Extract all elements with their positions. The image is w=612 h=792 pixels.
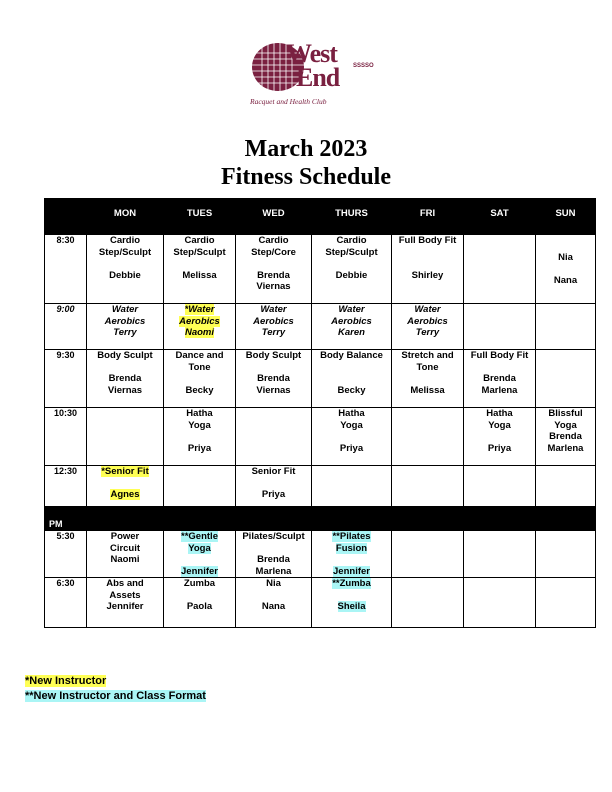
class-cell bbox=[312, 350, 392, 408]
class-text: Jennifer bbox=[181, 565, 218, 577]
class-cell bbox=[312, 304, 392, 350]
class-cell bbox=[236, 304, 312, 350]
class-text: Jennifer bbox=[106, 601, 144, 612]
class-text: Shirley bbox=[411, 269, 444, 281]
time-slot: 9:00 bbox=[45, 304, 87, 350]
schedule-table bbox=[44, 198, 596, 628]
class-text: Nia bbox=[558, 251, 573, 263]
class-text: Brenda bbox=[257, 269, 290, 281]
time-slot: 8:30 bbox=[45, 235, 87, 304]
legend-new-instructor-format bbox=[25, 690, 206, 702]
class-text: Cardio bbox=[184, 235, 215, 246]
time-slot: 10:30 bbox=[45, 408, 87, 466]
class-text: Priya bbox=[261, 489, 286, 500]
class-text: Body Sculpt bbox=[245, 350, 302, 361]
class-cell bbox=[464, 466, 536, 507]
class-text: Karen bbox=[338, 327, 365, 338]
class-text: Yoga bbox=[188, 542, 211, 554]
class-cell bbox=[536, 578, 596, 628]
day-header: SUN bbox=[536, 199, 596, 230]
schedule-row bbox=[45, 235, 596, 304]
day-header: THURS bbox=[312, 199, 392, 230]
time-slot: 5:30 bbox=[45, 531, 87, 578]
class-text: *Senior Fit bbox=[101, 466, 149, 477]
schedule-row bbox=[45, 350, 596, 408]
class-text: Dance and bbox=[175, 350, 224, 361]
class-text: Naomi bbox=[184, 327, 215, 338]
class-text: Step/Sculpt bbox=[98, 246, 152, 258]
class-cell bbox=[87, 531, 164, 578]
class-cell bbox=[312, 466, 392, 507]
class-text: Zumba bbox=[183, 578, 216, 589]
class-text: Step/Sculpt bbox=[325, 246, 378, 258]
class-text: Viernas bbox=[256, 281, 291, 292]
schedule-row bbox=[45, 466, 596, 507]
class-cell bbox=[236, 350, 312, 408]
class-text: Water bbox=[414, 304, 441, 315]
class-text: Aerobics bbox=[407, 315, 448, 327]
schedule-row bbox=[45, 531, 596, 578]
class-text: Circuit bbox=[109, 542, 141, 554]
class-text: Debbie bbox=[109, 269, 141, 281]
class-cell bbox=[164, 408, 236, 466]
class-text: Yoga bbox=[188, 419, 211, 431]
day-header: MON bbox=[87, 199, 164, 230]
class-text: Body Sculpt bbox=[97, 350, 153, 361]
class-text: Brenda bbox=[549, 431, 582, 442]
day-header: TUES bbox=[164, 199, 236, 230]
logo-word-end: End bbox=[296, 63, 340, 92]
class-text: Nana bbox=[553, 274, 578, 286]
class-text: Water bbox=[338, 304, 365, 315]
class-text: Stretch and bbox=[401, 350, 454, 361]
class-text: **Pilates bbox=[332, 531, 371, 542]
class-cell bbox=[236, 578, 312, 628]
class-cell bbox=[392, 466, 464, 507]
schedule-row bbox=[45, 304, 596, 350]
class-text: Terry bbox=[261, 327, 286, 338]
legend-new-instructor bbox=[25, 675, 106, 687]
class-text: Cardio bbox=[336, 235, 367, 246]
class-cell bbox=[536, 531, 596, 578]
page-title: Fitness Schedule bbox=[220, 164, 391, 190]
time-slot: 12:30 bbox=[45, 466, 87, 507]
class-text: Aerobics bbox=[253, 315, 294, 327]
class-cell bbox=[536, 304, 596, 350]
logo-word-west: West bbox=[286, 39, 337, 68]
logo-tagline: Racquet and Health Club bbox=[250, 97, 327, 106]
class-cell bbox=[536, 235, 596, 304]
class-cell bbox=[392, 408, 464, 466]
class-cell bbox=[164, 578, 236, 628]
class-text: Terry bbox=[415, 327, 440, 338]
class-text: Yoga bbox=[340, 419, 363, 431]
legend-new-instructor-text: *New Instructor bbox=[25, 675, 107, 687]
class-text: Naomi bbox=[110, 554, 140, 565]
class-text: Marlena bbox=[255, 565, 292, 577]
schedule-row bbox=[45, 578, 596, 628]
class-text: Agnes bbox=[110, 489, 140, 500]
class-cell bbox=[164, 304, 236, 350]
class-text: Aerobics bbox=[179, 315, 220, 327]
pm-label: PM bbox=[45, 507, 87, 531]
page-title-month: March 2023 bbox=[244, 136, 368, 162]
class-cell bbox=[392, 578, 464, 628]
class-text: Melissa bbox=[410, 384, 445, 396]
class-text: Marlena bbox=[481, 384, 518, 396]
time-slot: 9:30 bbox=[45, 350, 87, 408]
logo-mark: SSSSO bbox=[353, 63, 374, 69]
class-text: Cardio bbox=[109, 235, 141, 246]
class-text: Debbie bbox=[335, 269, 368, 281]
class-cell bbox=[536, 408, 596, 466]
class-text: Body Balance bbox=[320, 350, 383, 361]
pm-schedule bbox=[45, 531, 596, 628]
class-text: Brenda bbox=[108, 373, 142, 384]
class-cell bbox=[164, 350, 236, 408]
time-header bbox=[45, 199, 87, 230]
class-text: Assets bbox=[109, 589, 141, 601]
class-cell bbox=[312, 235, 392, 304]
class-text: Paola bbox=[186, 601, 213, 612]
class-text: Aerobics bbox=[104, 315, 146, 327]
class-text: Becky bbox=[185, 384, 214, 396]
class-text: Priya bbox=[487, 442, 512, 454]
class-text: Full Body Fit bbox=[470, 350, 529, 361]
class-text: Yoga bbox=[488, 419, 511, 431]
class-text: Abs and bbox=[106, 578, 144, 589]
class-text: Senior Fit bbox=[251, 466, 296, 477]
class-text: Priya bbox=[339, 442, 364, 454]
class-text: Brenda bbox=[483, 373, 516, 384]
class-text: **Gentle bbox=[181, 531, 218, 542]
class-cell bbox=[536, 466, 596, 507]
class-cell bbox=[87, 408, 164, 466]
class-text: Step/Core bbox=[251, 246, 296, 258]
class-cell bbox=[464, 235, 536, 304]
class-text: Sheila bbox=[337, 601, 366, 612]
class-text: **Zumba bbox=[332, 578, 371, 589]
class-cell bbox=[464, 304, 536, 350]
club-logo bbox=[244, 35, 384, 117]
day-header: SAT bbox=[464, 199, 536, 230]
class-cell bbox=[164, 466, 236, 507]
class-text: Water bbox=[260, 304, 287, 315]
class-text: Pilates/Sculpt bbox=[242, 531, 305, 542]
class-text: Brenda bbox=[257, 554, 290, 565]
class-text: Hatha bbox=[338, 408, 365, 419]
class-text: Melissa bbox=[182, 269, 217, 281]
class-text: Jennifer bbox=[333, 565, 370, 577]
class-text: Viernas bbox=[256, 384, 291, 396]
class-text: Nia bbox=[266, 578, 281, 589]
class-text: Hatha bbox=[186, 408, 213, 419]
class-text: *Water bbox=[184, 304, 215, 315]
class-cell bbox=[312, 408, 392, 466]
class-text: Cardio bbox=[258, 235, 289, 246]
class-cell bbox=[87, 578, 164, 628]
class-cell bbox=[236, 466, 312, 507]
day-header: FRI bbox=[392, 199, 464, 230]
class-cell bbox=[87, 466, 164, 507]
class-cell bbox=[312, 578, 392, 628]
class-text: Tone bbox=[188, 361, 211, 373]
class-cell bbox=[236, 408, 312, 466]
class-cell bbox=[87, 235, 164, 304]
class-cell bbox=[464, 350, 536, 408]
class-cell bbox=[312, 531, 392, 578]
class-text: Power bbox=[110, 531, 140, 542]
class-text: Aerobics bbox=[331, 315, 372, 327]
class-cell bbox=[164, 531, 236, 578]
class-cell bbox=[464, 408, 536, 466]
time-slot: 6:30 bbox=[45, 578, 87, 628]
class-cell bbox=[536, 350, 596, 408]
class-text: Nana bbox=[261, 601, 286, 612]
class-text: Priya bbox=[187, 442, 212, 454]
class-text: Tone bbox=[416, 361, 439, 373]
class-text: Fusion bbox=[335, 542, 368, 554]
class-cell bbox=[464, 578, 536, 628]
class-text: Viernas bbox=[107, 384, 143, 396]
class-text: Brenda bbox=[257, 373, 290, 384]
class-cell bbox=[464, 531, 536, 578]
am-schedule bbox=[45, 235, 596, 507]
class-text: Hatha bbox=[486, 408, 513, 419]
class-cell bbox=[87, 350, 164, 408]
legend-new-instructor-format-text: **New Instructor and Class Format bbox=[25, 690, 206, 702]
class-text: Full Body Fit bbox=[398, 235, 457, 246]
pm-divider bbox=[45, 507, 596, 531]
class-cell bbox=[392, 350, 464, 408]
class-cell bbox=[87, 304, 164, 350]
day-header: WED bbox=[236, 199, 312, 230]
class-cell bbox=[236, 235, 312, 304]
class-cell bbox=[236, 531, 312, 578]
class-cell bbox=[164, 235, 236, 304]
class-cell bbox=[392, 235, 464, 304]
class-text: Step/Sculpt bbox=[173, 246, 226, 258]
class-text: Terry bbox=[113, 327, 137, 338]
class-text: Yoga bbox=[554, 419, 577, 431]
day-header-row bbox=[45, 199, 596, 230]
class-text: Blissful bbox=[548, 408, 583, 419]
class-text: Water bbox=[111, 304, 139, 315]
schedule-row bbox=[45, 408, 596, 466]
class-cell bbox=[392, 531, 464, 578]
class-text: Becky bbox=[337, 384, 366, 396]
class-text: Marlena bbox=[547, 442, 584, 454]
class-cell bbox=[392, 304, 464, 350]
